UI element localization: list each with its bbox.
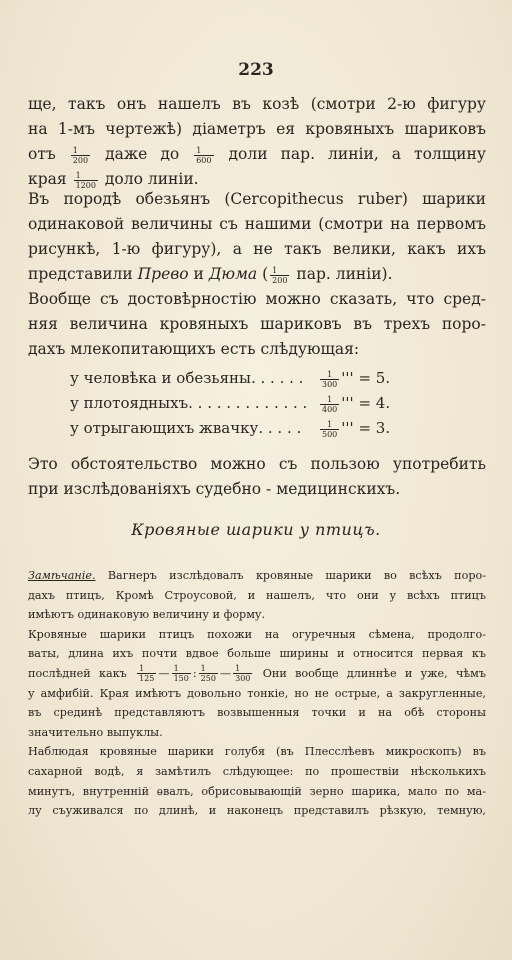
- paragraph-goat: [28, 92, 486, 192]
- row-result: = 3.: [358, 419, 391, 437]
- text-line: [28, 566, 486, 586]
- text-line: послѣдней какъ $\frac{1}{125}$ — $\frac{1}{150}$ : $\frac{1}{250}$ — $\frac{1}{300}$ Они вообще длиннѣе и уже, чѣмъ: [28, 664, 486, 684]
- row-value: [318, 391, 390, 416]
- fraction-numerator: 1: [320, 395, 339, 405]
- author-name: Прево: [137, 265, 189, 283]
- text-run: представили: [28, 265, 133, 283]
- text-line: ваты, длина ихъ почти вдвое больше ширины и относится первая къ: [28, 647, 486, 661]
- fraction-numerator: 1: [320, 420, 339, 430]
- fraction-numerator: 1: [172, 664, 191, 674]
- text-run: края: [28, 170, 67, 188]
- text-run: пар. линіи).: [296, 265, 393, 283]
- fraction: [172, 664, 191, 683]
- fraction-numerator: 1: [270, 266, 289, 276]
- table-row: [70, 366, 410, 391]
- paragraph-monkey: [28, 187, 486, 287]
- section-heading: Кровяные шарики у птицъ.: [131, 520, 381, 539]
- fraction: [137, 664, 156, 683]
- fraction: [233, 664, 252, 683]
- fraction-denominator: 300: [322, 379, 338, 389]
- table-row: [70, 391, 410, 416]
- text-line: при изслѣдованіяхъ судебно - медицинскихъ.: [28, 480, 401, 498]
- fraction-numerator: 1: [74, 171, 98, 181]
- fraction: [199, 664, 218, 683]
- fraction-numerator: 1: [71, 146, 90, 156]
- fraction-denominator: 150: [173, 674, 189, 684]
- unit-mark: ''': [341, 394, 354, 412]
- fraction: [194, 146, 213, 165]
- text-run: послѣдней какъ: [28, 666, 127, 680]
- fraction-denominator: 600: [196, 155, 212, 165]
- fraction-denominator: 200: [72, 155, 89, 165]
- row-value: [318, 366, 390, 391]
- remark-label: Замѣчаніе.: [28, 569, 96, 582]
- row-label: у человѣка и обезьяны. . . . . .: [70, 369, 304, 387]
- paragraph-average: [28, 287, 486, 362]
- fraction-denominator: 250: [200, 674, 216, 684]
- row-result: = 4.: [358, 394, 391, 412]
- text-line: у амфибій. Края имѣютъ довольно тонкіе, но не острые, а закругленные,: [28, 686, 486, 700]
- fraction-numerator: 1: [233, 664, 252, 674]
- text-line: Въ породѣ обезьянъ (Cercopithecus ruber) шарики: [28, 190, 486, 208]
- fraction: [270, 266, 289, 285]
- text-line: Вообще съ достовѣрностію можно сказать, что сред-: [28, 290, 486, 308]
- row-result: = 5.: [358, 369, 391, 387]
- paragraph-forensic: [28, 452, 486, 502]
- text-line: значительно выпуклы.: [28, 725, 163, 739]
- fraction-denominator: 200: [272, 275, 288, 285]
- text-line: рисункѣ, 1-ю фигуру), а не такъ велики, какъ ихъ: [28, 240, 486, 258]
- text-line: имѣютъ одинаковую величину и форму.: [28, 608, 266, 622]
- text-line: Наблюдая кровяные шарики голубя (въ Плесслѣевъ микроскопъ) въ: [28, 745, 486, 759]
- text-line: минутъ, внутренній ѳвалъ, обрисовывающій зерно шарика, мало по ма-: [28, 784, 486, 798]
- text-run: Вагнеръ изслѣдовалъ кровяные шарики во всѣхъ поро-: [107, 569, 486, 582]
- text-line: дахъ птицъ, Кромѣ Строусовой, и нашелъ, что они у всѣхъ птицъ: [28, 588, 486, 602]
- row-value: [318, 416, 390, 441]
- text-run: и: [193, 265, 204, 283]
- fraction-denominator: 500: [322, 429, 338, 439]
- text-line: лу съуживался по длинѣ, и наконецъ представилъ рѣзкую, темную,: [28, 804, 486, 818]
- unit-mark: ''': [341, 369, 354, 387]
- text-run: даже до: [105, 145, 180, 163]
- fraction-numerator: 1: [199, 664, 218, 674]
- fraction-denominator: 300: [235, 674, 251, 684]
- row-label: у отрыгающихъ жвачку. . . . .: [70, 419, 302, 437]
- text-line: дахъ млекопитающихъ есть слѣдующая:: [28, 340, 360, 358]
- text-run: доли пар. линіи, а толщину: [228, 145, 486, 163]
- text-run: Они вообще длиннѣе и уже, чѣмъ: [262, 666, 486, 680]
- text-line: няя величина кровяныхъ шариковъ въ трехъ поро-: [28, 315, 486, 333]
- author-name: Дюма: [208, 265, 258, 283]
- footnote-text: [28, 566, 486, 821]
- text-line: въ срединѣ представляютъ возвышенныя точки и на обѣ стороны: [28, 706, 486, 720]
- text-line: на 1-мъ чертежѣ) діаметръ ея кровяныхъ шариковъ: [28, 120, 486, 138]
- fraction: [71, 146, 90, 165]
- text-run: доло линіи.: [104, 170, 199, 188]
- text-line: [28, 142, 486, 167]
- fraction-denominator: 1200: [75, 180, 96, 190]
- row-label: у плотоядныхъ. . . . . . . . . . . . .: [70, 394, 308, 412]
- fraction-numerator: 1: [320, 370, 339, 380]
- text-line: ще, такъ онъ нашелъ въ козѣ (смотри 2-ю фигуру: [28, 95, 486, 113]
- text-run: отъ: [28, 145, 56, 163]
- text-line: одинаковой величины съ нашими (смотри на первомъ: [28, 215, 486, 233]
- unit-mark: ''': [341, 419, 354, 437]
- fraction-denominator: 125: [139, 674, 155, 684]
- table-row: [70, 416, 410, 441]
- fraction-denominator: 400: [322, 404, 338, 414]
- text-line: Это обстоятельство можно съ пользою употребить: [28, 455, 486, 473]
- page-number: 223: [238, 60, 274, 80]
- text-line: представили Прево и Дюма ( $\frac{1}{200}$ пар. линіи).: [28, 265, 393, 285]
- fraction-numerator: 1: [137, 664, 156, 674]
- fraction-numerator: 1: [194, 146, 213, 156]
- text-line: Кровяные шарики птицъ похожи на огуречныя сѣмена, продолго-: [28, 627, 486, 641]
- size-table: [70, 366, 410, 441]
- text-line: сахарной водѣ, я замѣтилъ слѣдующее: по прошествіи нѣсколькихъ: [28, 764, 486, 778]
